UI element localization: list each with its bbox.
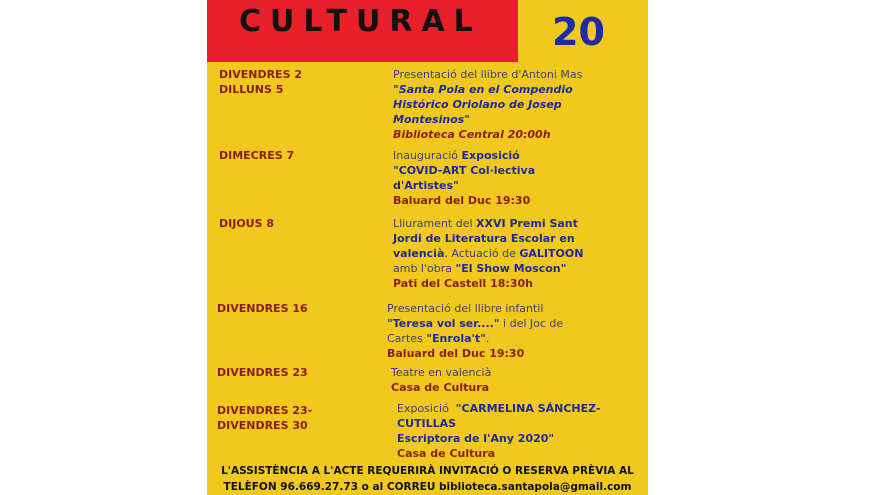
- event-intro: Exposició: [397, 402, 449, 415]
- event-venue: Biblioteca Central 20:00h: [393, 128, 551, 141]
- event-intro: Presentació del llibre d'Antoni Mas: [393, 68, 583, 81]
- red-banner: [207, 0, 518, 62]
- date-line: DIVENDRES 30: [217, 419, 308, 432]
- event-title-line: Montesinos": [393, 113, 471, 126]
- event-description: [397, 401, 642, 461]
- date-line: DIVENDRES 16: [217, 302, 308, 315]
- date-line: DIVENDRES 2: [219, 68, 302, 81]
- event-title-line: "Santa Pola en el Compendio: [393, 83, 573, 96]
- event-extra-bold: GALITOON: [519, 247, 584, 260]
- date-line: DIJOUS 8: [219, 217, 275, 230]
- event-title-line: Jordi de Literatura Escolar en: [393, 232, 575, 245]
- event-extra: i del Joc de: [499, 317, 564, 330]
- event-description: [393, 148, 638, 208]
- event-description: [391, 365, 636, 395]
- event-intro: Teatre en valencià: [391, 366, 492, 379]
- event-intro: Lliurament del: [393, 217, 473, 230]
- event-intro-bold: Exposició: [461, 149, 520, 162]
- event-title-line: d'Artistes": [393, 179, 459, 192]
- event-extra: Cartes: [387, 332, 423, 345]
- footer-line: TELÈFON 96.669.27.73 o al CORREU biblioteca.santapola@gmail.com: [223, 481, 632, 493]
- event-extra-bold: "El Show Moscon": [455, 262, 567, 275]
- event-venue: Casa de Cultura: [397, 447, 496, 460]
- banner-title: CULTURAL: [239, 4, 482, 39]
- event-date: [217, 301, 308, 316]
- event-title-line: "COVID-ART Col·lectiva: [393, 164, 536, 177]
- event-extra-bold: "Enrola't": [426, 332, 486, 345]
- event-venue: Pati del Castell 18:30h: [393, 277, 533, 290]
- date-line: DIVENDRES 23-: [217, 404, 313, 417]
- event-extra: amb l'obra: [393, 262, 452, 275]
- event-venue: Baluard del Duc 19:30: [387, 347, 525, 360]
- footer-notice: [207, 463, 648, 495]
- event-date: [219, 148, 294, 163]
- event-title-line: valencià: [393, 247, 445, 260]
- event-title-line: CUTILLAS: [397, 417, 457, 430]
- event-date: [219, 67, 302, 97]
- event-date: [217, 403, 312, 433]
- event-date: [217, 365, 308, 380]
- event-extra: . Actuació de: [444, 247, 516, 260]
- date-line: DILLUNS 5: [219, 83, 284, 96]
- date-line: DIMECRES 7: [219, 149, 295, 162]
- event-description: Presentació del llibre infantil "Teresa vol ser...." i del Joc de Cartes "Enrola't". Baluard del Duc 19:30: [387, 301, 632, 361]
- event-title-line: XXVI Premi Sant: [476, 217, 578, 230]
- event-title-line: "Teresa vol ser....": [387, 317, 500, 330]
- year-label: 20: [552, 10, 605, 54]
- date-line: DIVENDRES 23: [217, 366, 308, 379]
- event-venue: Casa de Cultura: [391, 381, 490, 394]
- event-title-line: Histórico Oriolano de Josep: [393, 98, 562, 111]
- event-intro: Inauguració: [393, 149, 458, 162]
- event-venue: Baluard del Duc 19:30: [393, 194, 531, 207]
- event-intro: Presentació del llibre infantil: [387, 302, 544, 315]
- event-description: [393, 67, 638, 142]
- event-title-line: "CARMELINA SÁNCHEZ-: [455, 402, 601, 415]
- event-poster: [207, 0, 648, 495]
- footer-line: L'ASSISTÈNCIA A L'ACTE REQUERIRÀ INVITACIÓ O RESERVA PRÈVIA AL: [221, 465, 634, 477]
- event-date: [219, 216, 274, 231]
- event-title-line: Escriptora de l'Any 2020": [397, 432, 555, 445]
- event-description: [393, 216, 638, 291]
